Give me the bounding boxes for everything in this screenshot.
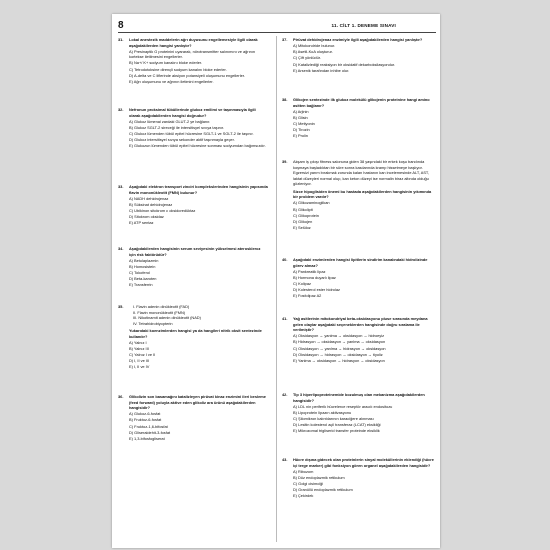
answer-option: B) Homosistein	[129, 263, 156, 269]
answer-option: D) Granüllü endoplazmik retikulum	[293, 487, 353, 493]
answer-option: C) Metiyonin	[293, 120, 315, 126]
answer-option: B) Yalnız III	[129, 346, 149, 352]
question-stem: Pirüvat dehidrojenaz enzimiyle ilgili aşağıdakilerden hangisi yanlıştır?	[293, 37, 423, 42]
question-stem: Sizce hipoglisiden önemi bu hastada aşağıdakilerden hangisinin yıkımında bir problem vardır?	[293, 188, 432, 200]
answer-option: A) Betulaplazmin	[129, 257, 159, 263]
question-stem: Tip 3 hiperlipoproteinemide bozulmuş olan mekanizma aşağıdakilerden hangisidir?	[293, 392, 425, 403]
question-32	[118, 107, 268, 149]
answer-option: C) Fruktoz-1,6-bifosfat	[129, 423, 168, 429]
document-page	[112, 14, 440, 548]
answer-option: C) Tetrodotoksine dirençli sodyum kanalını bloke ederler.	[129, 66, 227, 72]
question-37	[282, 37, 434, 73]
answer-option: E) Yanlma → oksidasyon → hidrasyon → oksidasyon	[293, 357, 385, 363]
question-33	[118, 184, 268, 226]
answer-option: A) Arjinin	[293, 108, 309, 114]
answer-option: C) Şilomikron kalıntılarının karaciğere alınması	[293, 415, 374, 421]
answer-option: D) Kolesterol ester hidrolaz	[293, 287, 340, 293]
question-number: 39.	[282, 159, 288, 164]
answer-option: E) Mikrozomal trigliserid transfer proteinde eksiklik	[293, 428, 380, 434]
answer-option: A) LDL nin periferik hücrelerce reseptör aracılı endositozu	[293, 403, 393, 409]
question-stem: Aşağıdaki elektron transport zinciri komplekslerinden hangisinin yapısında flavin mononükleotit (FMN) bulunur?	[129, 184, 268, 195]
question-body	[129, 184, 268, 226]
answer-option: A) Pankreatik lipaz	[293, 268, 326, 274]
question-number: 40.	[282, 257, 288, 262]
answer-option: E) Prolin	[293, 133, 308, 139]
answer-option: B) Hormona duyarlı lipaz	[293, 274, 336, 280]
answer-option: A) NADH dehidrojenaz	[129, 195, 169, 201]
answer-option: C) Ubikinon sitokrom c oksidoredüktaz	[129, 207, 196, 213]
answer-option: C) Golgi cisimciği	[293, 480, 324, 486]
column-divider	[276, 36, 277, 542]
answer-option: A) Glikozaminoglikan	[293, 200, 330, 206]
question-body	[293, 257, 434, 299]
page-number: 8	[118, 20, 124, 31]
question-body	[293, 457, 434, 499]
question-case-paragraph: Akşam iş çıkışı fitness salonuna giden 38 yaşındaki bir erkek koşu bandında koşmaya başladıktan bir süre sonra kasılarında kramp hissetmeye başlıyor. Egzersizi yarım bırakmak zorunda kalan hastanın kan incelemesinde ALT, AST, laktat düzeyleri normal olup, kan keton düzeyi ise normalin biraz altında olduğu gözleniyor.	[293, 159, 429, 187]
roman-statement: IV. Tetrahidrobiyopterin	[133, 320, 173, 326]
answer-option: B) Hidrasyon → oksidasyon → yanlma → oksidasyon	[293, 339, 386, 345]
answer-option: E) Transferrin	[129, 282, 153, 288]
header-rule	[118, 32, 436, 33]
question-42	[282, 392, 434, 434]
question-body	[129, 246, 268, 288]
answer-option: E) Ağrı oluşumunu ve ağrının iletimini engellerler.	[129, 78, 214, 84]
question-number: 37.	[282, 37, 288, 42]
question-body	[129, 107, 268, 149]
answer-option: B) Glisin	[293, 114, 308, 120]
answer-option: C) Çift yönlüdür.	[293, 55, 321, 61]
answer-option: D) Oksidasyon → hidrasyon → oksidasyon → tiyoliz	[293, 351, 383, 357]
question-number: 43.	[282, 457, 288, 462]
question-number: 33.	[118, 184, 124, 189]
page-header-title: 11. CİLT 1. DENEME SINAVI	[331, 23, 396, 28]
question-body	[293, 316, 434, 363]
roman-statement: I. Flavin adenin dinükleotit (FAD)	[133, 304, 190, 309]
answer-option: D) Glikojen	[293, 218, 313, 224]
answer-option: B) Na+/ K+ sodyum kanalını bloke ederler.	[129, 60, 203, 66]
answer-option: A) Ribozom	[293, 468, 314, 474]
answer-option: E) Selüloz	[293, 224, 311, 230]
answer-option: E) 1,3-bifosfogliserat	[129, 435, 165, 441]
answer-option: D) A-delta ve C liflerinde aksiyon potansiyeli oluşumunu engellerler.	[129, 72, 245, 78]
question-number: 35.	[118, 304, 124, 309]
answer-option: E) ATP sentaz	[129, 220, 154, 226]
answer-option: D) I, II ve III	[129, 358, 150, 364]
answer-option: D) Glukoz intersitisyel sıvıya sekonder aktif taşınmayla geçer.	[129, 137, 235, 143]
question-body	[293, 392, 434, 434]
question-body	[129, 394, 268, 441]
question-number: 38.	[282, 97, 288, 102]
question-body	[129, 37, 268, 84]
question-body	[129, 304, 268, 370]
answer-option: C) Tokoferol	[129, 269, 150, 275]
answer-option: A) Glukoz lümenal zardaki GLUT-2 ye bağlanır.	[129, 118, 211, 124]
question-stem: Hücre dışına gidecek olan proteinlerin sinyal moleküllerinin eklendiği (hücre içi terge marker) gibi fonksiyon gören organel aşağıdakilerden hangisidir?	[293, 457, 434, 468]
answer-option: B) Düz endoplazmik retikulum	[293, 474, 345, 480]
question-41	[282, 316, 434, 363]
question-number: 34.	[118, 246, 124, 251]
answer-option: D) Beta-karoten	[129, 276, 157, 282]
question-number: 36.	[118, 394, 124, 399]
question-stem: Glikolizin son basamağını katalizleyen pirüvat kinaz enzimini ileri besleme (feed forward) yoluyla aktive eden glikoliz ara ürünü aşağıdakilerden hangisidir?	[129, 394, 266, 411]
answer-option: D) Tirozin	[293, 127, 310, 133]
question-stem: Aşağıdaki enzimlerden hangisi lipitlerin sindirim kanalındaki hidrolizinde görev almaz?	[293, 257, 428, 268]
question-body	[293, 37, 434, 73]
answer-option: B) Süksinat dehidrojenaz	[129, 201, 173, 207]
answer-option: E) Arsenik tarafından inhibe olur.	[293, 67, 350, 73]
question-39	[282, 159, 434, 231]
question-number: 41.	[282, 316, 288, 321]
question-number: 31.	[118, 37, 124, 42]
answer-option: C) Oksidasyon → yanlma → hidrasyon → oksidasyon	[293, 345, 386, 351]
question-35	[118, 304, 268, 370]
answer-option: D) Lesitin kolesterol açil transferaz (LCAT) eksikliği	[293, 422, 381, 428]
question-body	[293, 159, 434, 231]
question-43	[282, 457, 434, 499]
answer-option: E) Glukozun lümenden tübül epitel hücresine sonması sodyumdan bağımsızdır.	[129, 143, 266, 149]
question-stem: Glikojen sentezinde ilk glukoz molekülü glikojenin proteinine hangi amino asitten bağlanır?	[293, 97, 430, 108]
answer-option: C) Yalnız I ve II	[129, 352, 156, 358]
question-38	[282, 97, 434, 139]
question-number: 32.	[118, 107, 124, 112]
answer-option: C) Glikoprotein	[293, 212, 319, 218]
question-stem: Lokal anestezik maddelerin ağrı duyusunu engellemesiyle ilgili olarak aşağıdakilerden hangisi yanlıştır?	[129, 37, 258, 48]
question-40	[282, 257, 434, 299]
question-stem: Nefronun proksimal tübüllerinde glukoz emilimi ve taşınmasıyla ilgili olarak aşağıdakilerden hangisi doğrudur?	[129, 107, 256, 118]
question-stem: Yukarıdaki koenzimlerden hangisi ya da hangileri nitrik oksit sentezinde kullanılır?	[129, 328, 262, 339]
answer-option: E) Çekirdek	[293, 493, 314, 499]
question-body	[293, 97, 434, 139]
answer-option: C) Kolipaz	[293, 280, 311, 286]
question-stem: Aşağıdakilerden hangisinin serum seviyesinin yükselmesi ateroskleroz için risk faktörüdür?	[129, 246, 261, 257]
question-31	[118, 37, 268, 84]
answer-option: D) Katalizlediği reaksiyon bir oksidatif dekarboksilasyondur.	[293, 61, 396, 67]
question-34	[118, 246, 268, 288]
answer-option: B) Fruktoz-6-fosfat	[129, 417, 162, 423]
roman-statement: III. Nikotinamit adenin dinükleotit (NAD)	[133, 315, 201, 321]
answer-option: A) Yalnız I	[129, 339, 147, 345]
question-stem: Yağ asitlerinin mitokondriyal beta-oksidasyonu pluse sırasında meydana gelen olaylar aşağıdaki seçeneklerden hangisinde doğru sıralama ile verilmiştir?	[293, 316, 428, 333]
answer-option: B) Glukoz SGLT-2 sireceği ile intersitisyel sıvıya taşınır.	[129, 124, 225, 130]
answer-option: D) Sitokrom oksidaz	[129, 214, 164, 220]
answer-option: A) Glukoz-6-fosfat	[129, 411, 161, 417]
answer-option: B) Asetil-KoA oluşturur.	[293, 49, 333, 55]
answer-option: D) Gliseraldehit-3-fosfat	[129, 429, 171, 435]
answer-option: C) Glukoz lümenden tübül epitel hücresine SGLT-1 ve SGLT-2 ile taşınır.	[129, 130, 254, 136]
roman-statement: II. Flavin mononükleotit (FMN)	[133, 309, 186, 315]
answer-option: E) I, II ve IV	[129, 364, 150, 370]
answer-option: E) Fosfolipaz A2	[293, 293, 322, 299]
question-number: 42.	[282, 392, 288, 397]
answer-option: A) Presinaptik G proteinini uyararak, nörotransmitter salınımını ve ağrının kortekse iletilmesini engellerler.	[129, 48, 256, 60]
question-36	[118, 394, 268, 441]
answer-option: A) Oksidasyon → yanlma → oksidasyon → hidroeyiz	[293, 333, 385, 339]
answer-option: A) Mitokondride bulunur.	[293, 43, 336, 49]
answer-option: B) Lipoprotein lipazın aktivasyonu	[293, 409, 352, 415]
answer-option: B) Glikolipit	[293, 206, 313, 212]
